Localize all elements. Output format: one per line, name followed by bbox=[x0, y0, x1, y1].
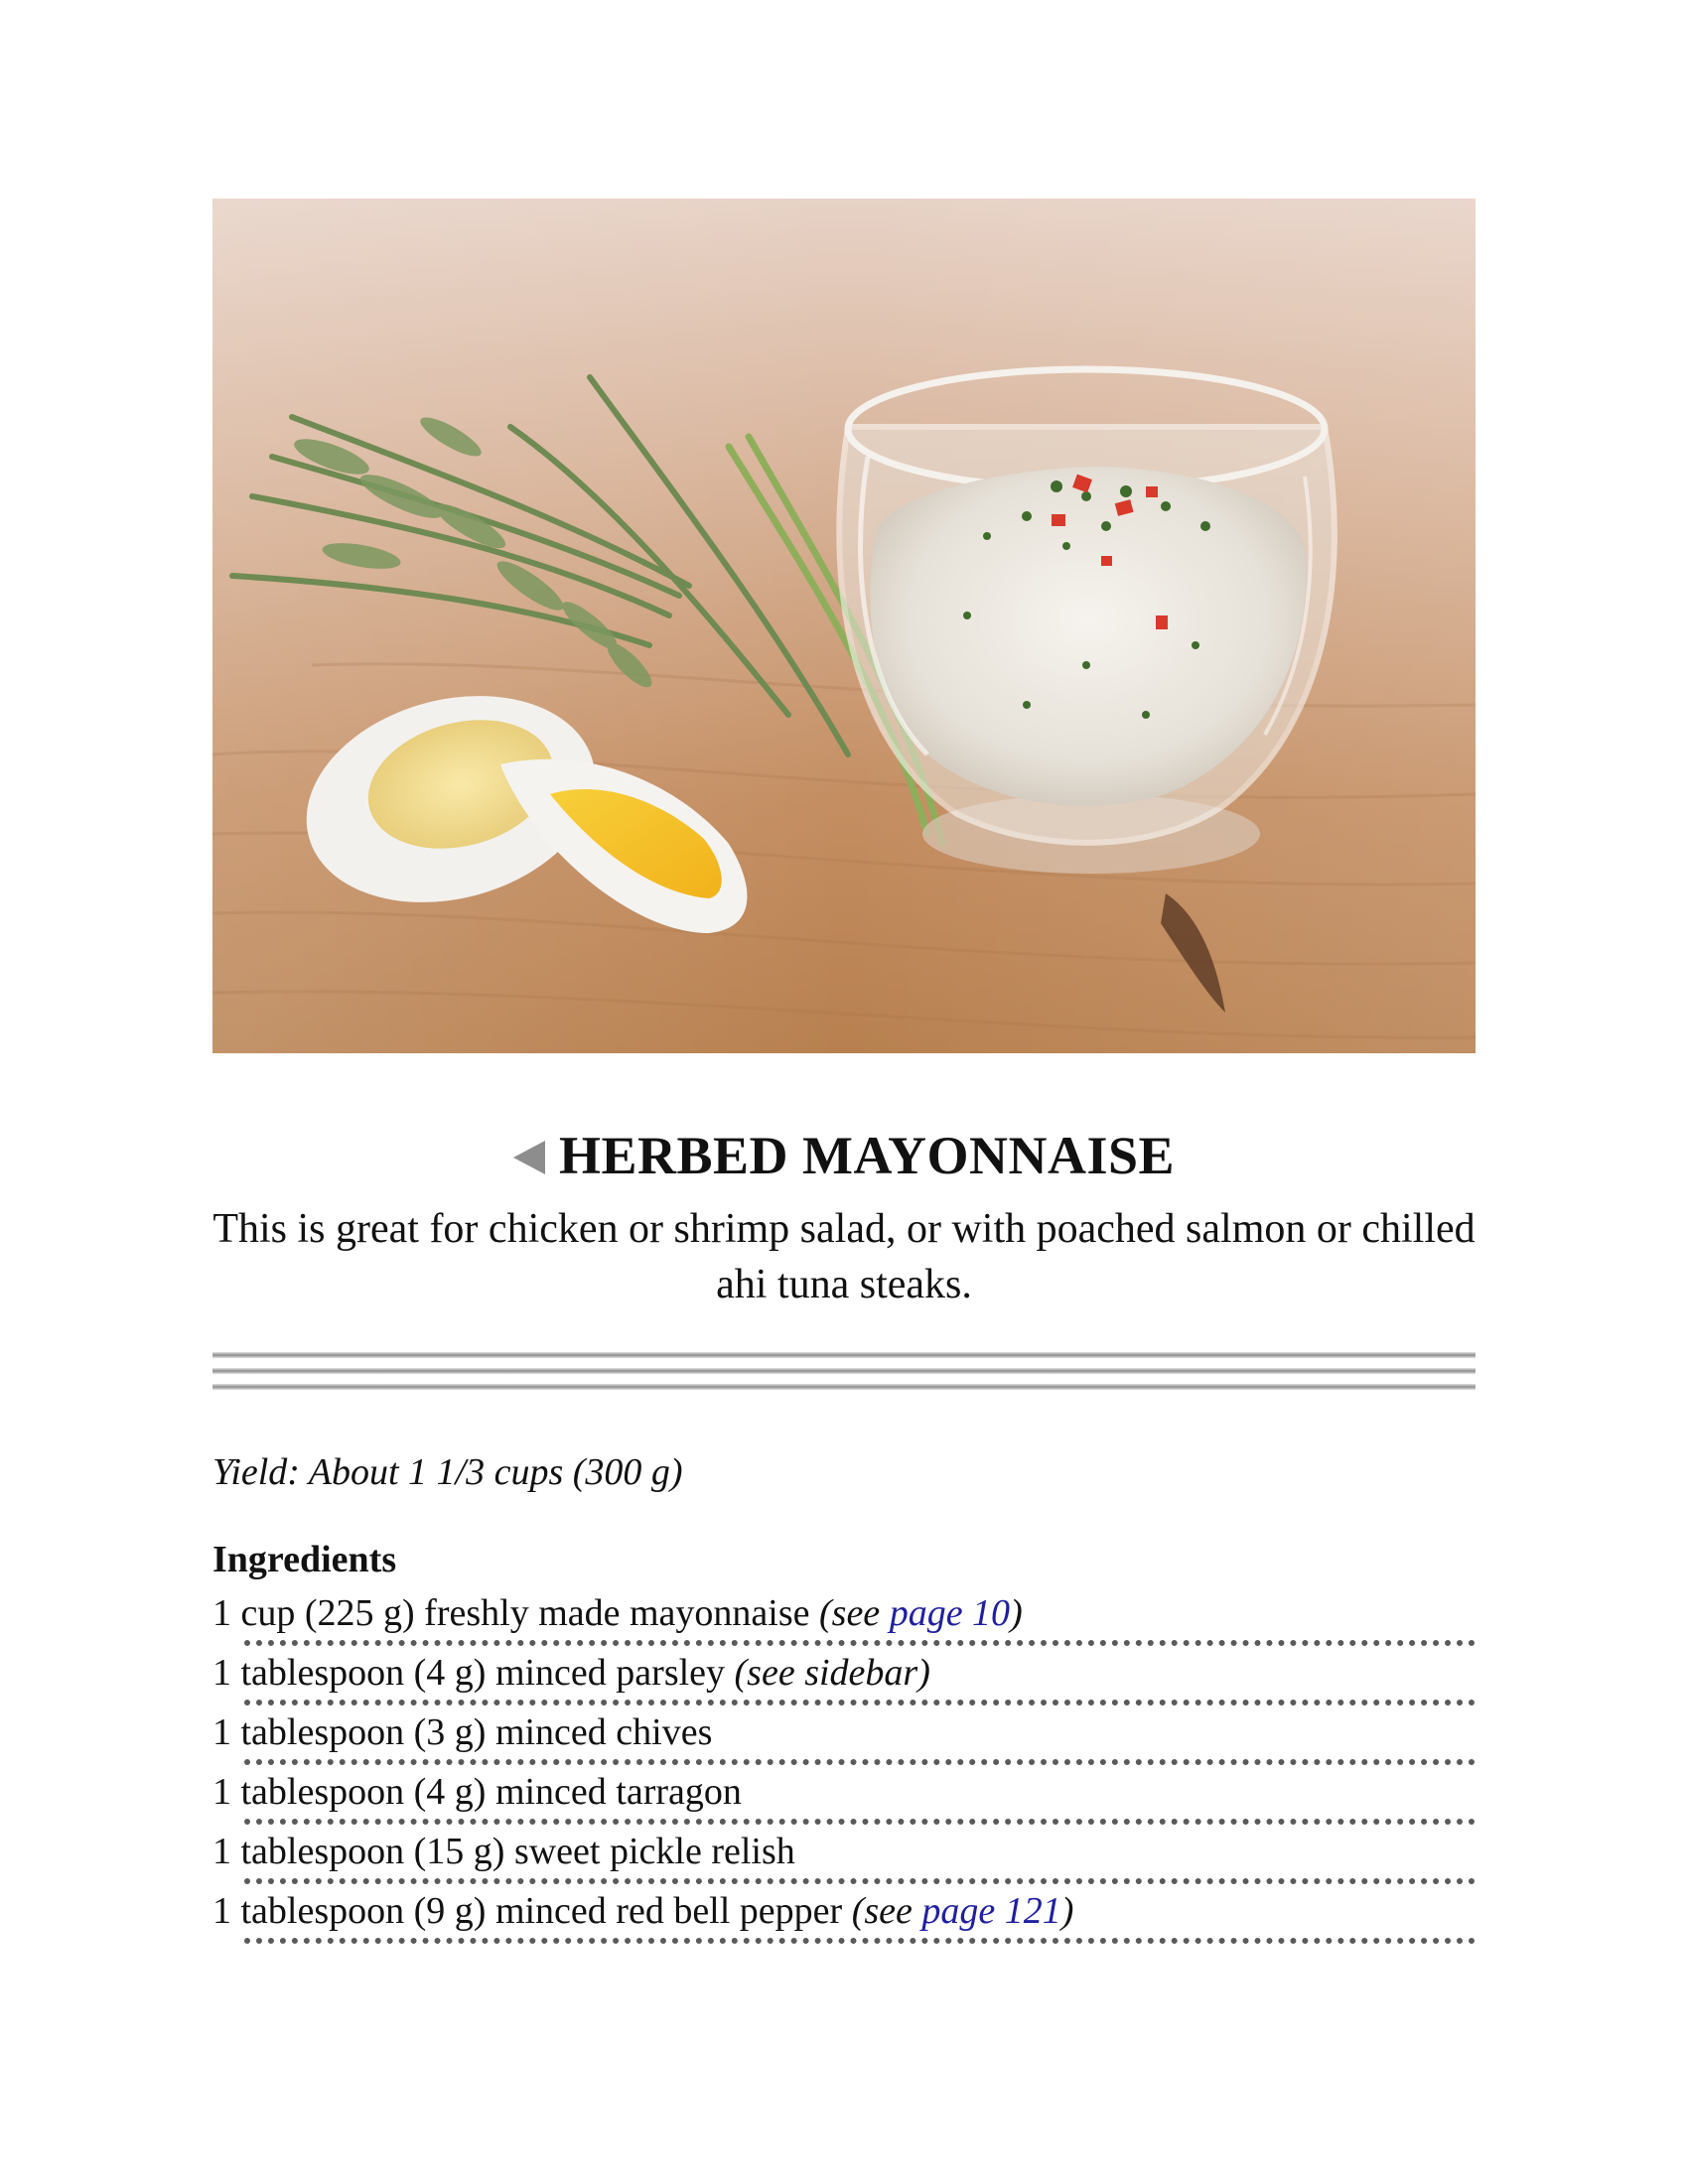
recipe-title: HERBED MAYONNAISE bbox=[558, 1126, 1176, 1185]
ingredient-text: 1 tablespoon (4 g) minced parsley bbox=[212, 1652, 735, 1694]
ingredient-item bbox=[212, 1707, 1476, 1767]
back-arrow-icon[interactable] bbox=[513, 1141, 545, 1174]
ingredients-heading: Ingredients bbox=[212, 1539, 397, 1580]
ingredient-text: 1 tablespoon (3 g) minced chives bbox=[212, 1711, 713, 1753]
divider-line bbox=[212, 1368, 1476, 1374]
ingredient-item bbox=[212, 1767, 1476, 1827]
ingredient-text: 1 cup (225 g) freshly made mayonnaise bbox=[212, 1592, 819, 1634]
ingredient-text: 1 tablespoon (15 g) sweet pickle relish bbox=[212, 1831, 795, 1872]
recipe-title-row bbox=[212, 1122, 1476, 1189]
ingredient-text: 1 tablespoon (9 g) minced red bell pepper bbox=[212, 1890, 852, 1932]
ingredient-item bbox=[212, 1827, 1476, 1886]
ingredient-text: 1 tablespoon (4 g) minced tarragon bbox=[212, 1771, 742, 1813]
recipe-yield: Yield: About 1 1/3 cups (300 g) bbox=[212, 1451, 683, 1493]
ingredient-note: (see bbox=[819, 1592, 890, 1634]
section-divider bbox=[212, 1352, 1476, 1398]
divider-line bbox=[212, 1352, 1476, 1358]
ingredient-item bbox=[212, 1588, 1476, 1648]
recipe-photo bbox=[212, 199, 1476, 1053]
ingredient-note: (see sidebar) bbox=[734, 1652, 930, 1694]
ingredient-note: (see bbox=[851, 1890, 922, 1932]
page-link[interactable]: page 10 bbox=[889, 1592, 1011, 1634]
recipe-photo-image bbox=[212, 199, 1476, 1053]
ingredient-item bbox=[212, 1886, 1476, 1946]
ingredient-note: ) bbox=[1060, 1890, 1074, 1932]
divider-line bbox=[212, 1384, 1476, 1390]
ingredient-note: ) bbox=[1010, 1592, 1023, 1634]
page-link[interactable]: page 121 bbox=[921, 1890, 1061, 1932]
recipe-intro: This is great for chicken or shrimp salad, or with poached salmon or chilled ahi tuna steaks. bbox=[212, 1206, 1476, 1307]
ingredient-item bbox=[212, 1648, 1476, 1707]
ingredients-list bbox=[212, 1588, 1476, 1946]
